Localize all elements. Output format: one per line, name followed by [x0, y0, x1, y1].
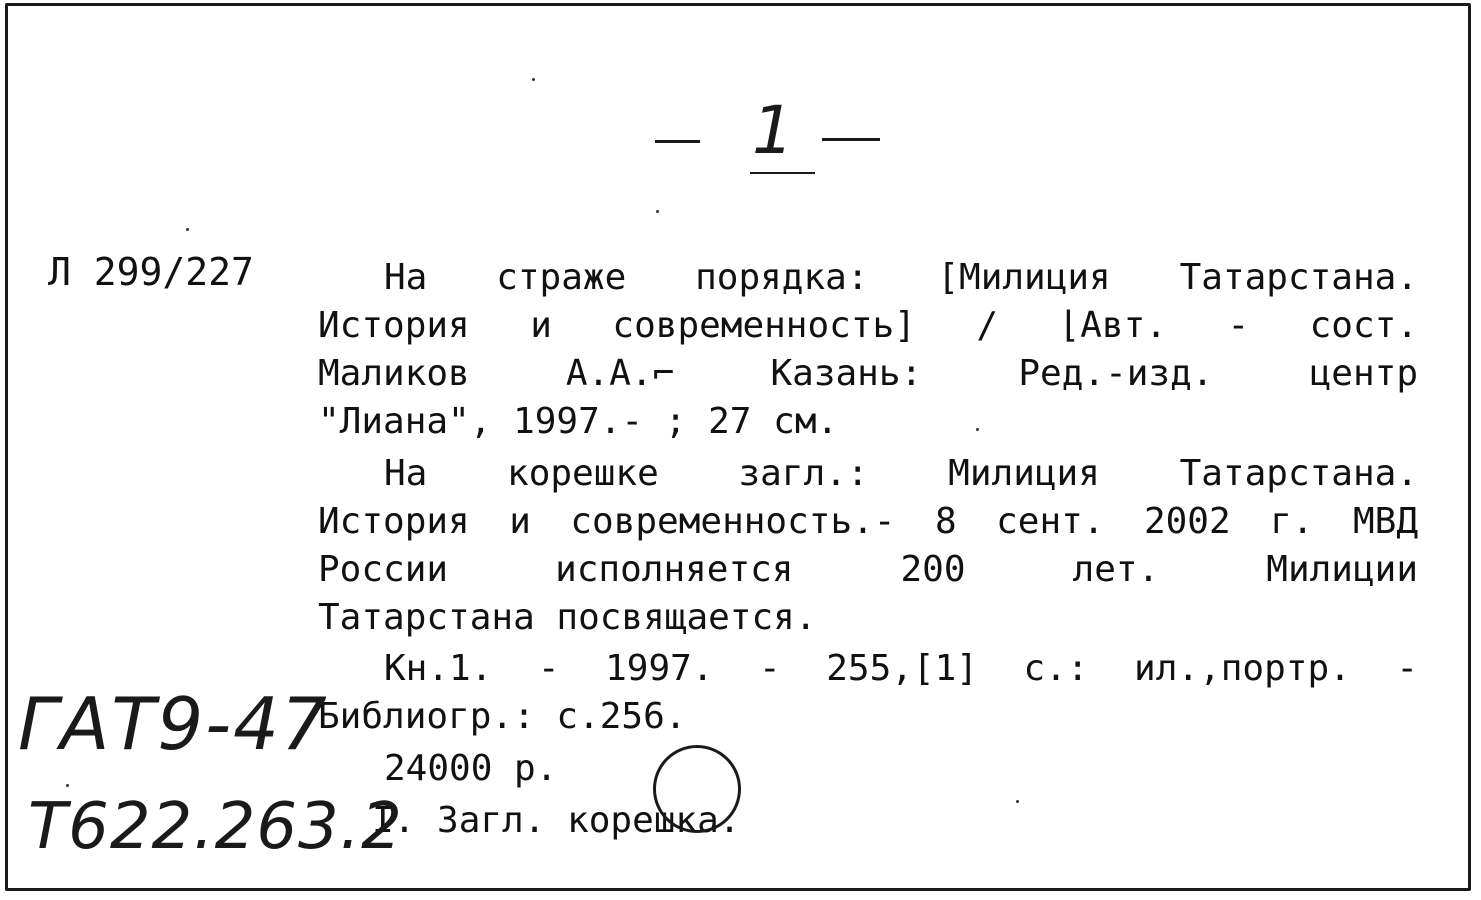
entry-line: На корешке загл.: Милиция Татарстана.: [384, 453, 1418, 494]
entry-line: I. Загл. корешка.: [372, 800, 741, 841]
entry-line: Маликов А.А.⌐ Казань: Ред.-изд. центр: [318, 353, 1418, 394]
entry-line: На страже порядка: [Милиция Татарстана.: [384, 257, 1418, 298]
entry-line: России исполняется 200 лет. Милиции: [318, 549, 1418, 590]
speck: [656, 210, 659, 213]
handwritten-code: ГАТ9-47: [18, 682, 329, 766]
entry-line: Татарстана посвящается.: [318, 597, 817, 638]
speck: [66, 784, 69, 787]
page-number-dash-left: [655, 140, 700, 143]
speck: [532, 78, 535, 81]
speck: [976, 428, 979, 431]
page-number-underline: [750, 172, 815, 174]
entry-line: История и современность.- 8 сент. 2002 г. МВД: [318, 501, 1418, 542]
stamp-circle: [653, 745, 741, 833]
entry-line: Библиогр.: с.256.: [318, 696, 687, 737]
handwritten-bbk-index: Т622.263.2: [28, 790, 403, 864]
shelf-mark: Л 299/227: [48, 250, 254, 294]
speck: [1016, 800, 1019, 803]
page-number-dash-right: [822, 138, 880, 141]
entry-line: Кн.1. - 1997. - 255,[1] с.: ил.,портр. -: [384, 648, 1418, 689]
page-number: 1: [752, 92, 794, 169]
entry-line: История и современность] / ⌊Авт. - сост.: [318, 305, 1418, 346]
entry-line: "Лиана", 1997.- ; 27 см.: [318, 401, 839, 442]
entry-line: 24000 р.: [384, 748, 558, 789]
speck: [186, 228, 189, 231]
